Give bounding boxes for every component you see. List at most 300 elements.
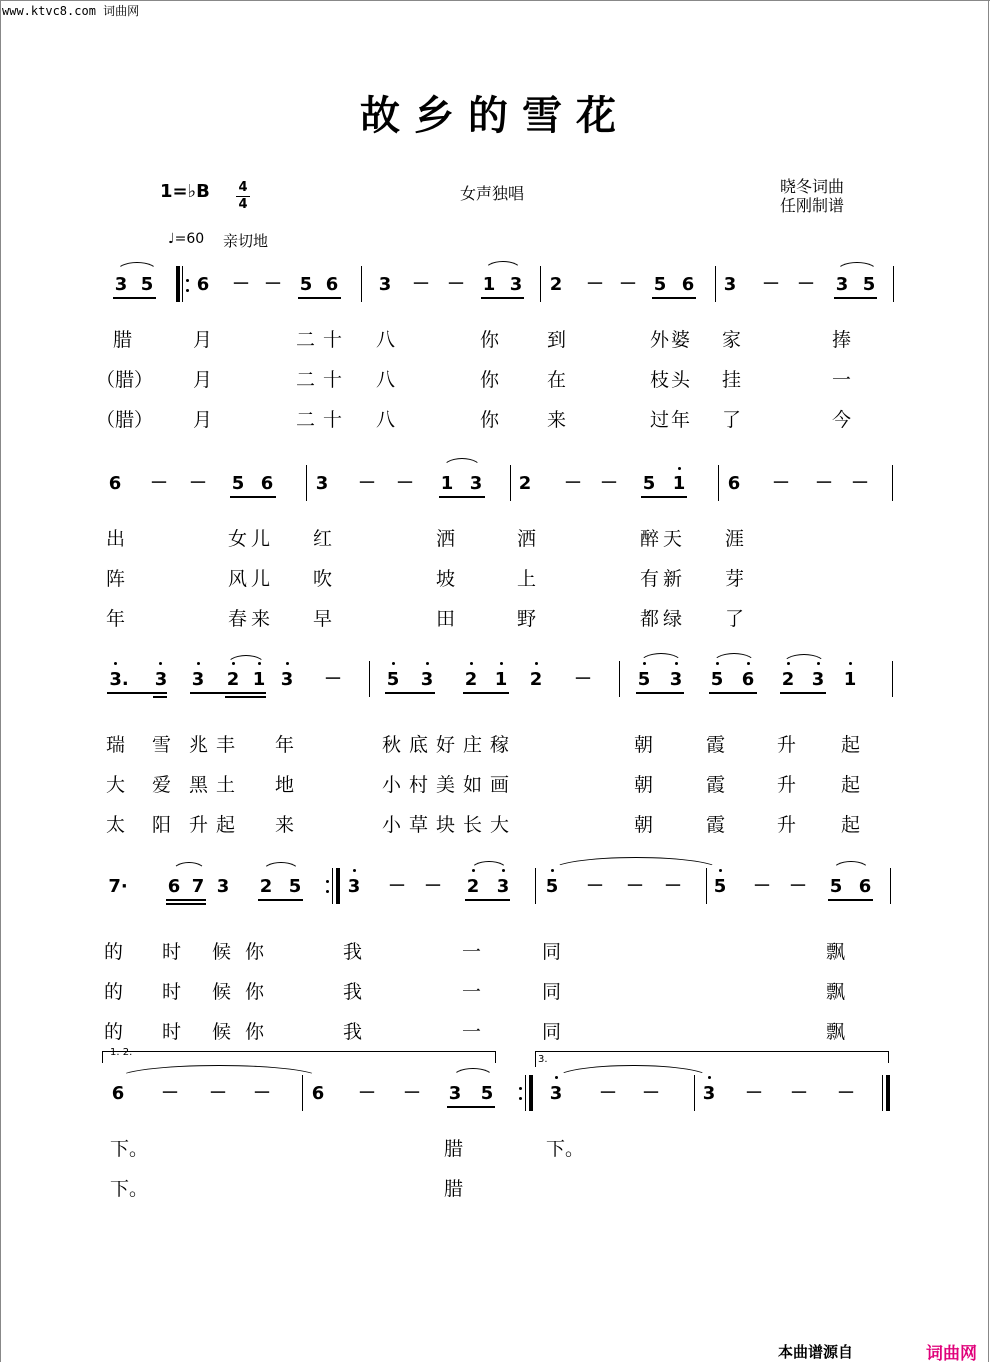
song-title: 故乡的雪花: [360, 92, 630, 139]
note: 5: [299, 274, 313, 295]
lyric: 朝: [634, 814, 654, 836]
lyric: 飘: [826, 1021, 846, 1043]
beam-line: [709, 692, 757, 694]
barline: [306, 465, 307, 501]
slur: [262, 862, 300, 872]
note: 3: [509, 274, 523, 295]
beam-line: [439, 496, 485, 498]
lyric: 枝头: [650, 369, 693, 391]
barline: [619, 661, 620, 697]
dash: －: [642, 1083, 660, 1104]
lyric: 太: [106, 814, 126, 836]
note: 1: [494, 669, 508, 690]
octave-dot: [708, 1076, 711, 1079]
octave-dot: [258, 662, 261, 665]
expression-mark: 亲切地: [223, 232, 269, 250]
lyric: 红: [313, 528, 333, 550]
lyric: 小村美如画: [382, 774, 518, 796]
repeat-dot: [519, 1087, 522, 1090]
barline: [893, 266, 894, 302]
note: 5: [637, 669, 651, 690]
octave-dot: [470, 662, 473, 665]
lyric: 有新: [640, 568, 687, 590]
lyric: 风儿: [228, 568, 275, 590]
octave-dot: [232, 662, 235, 665]
lyric: 候你: [212, 1021, 279, 1043]
lyric: 涯: [725, 528, 745, 550]
note: 3: [448, 1083, 462, 1104]
lyric: 阵: [106, 568, 126, 590]
octave-dot: [500, 662, 503, 665]
note: 2: [529, 669, 543, 690]
lyric: 过年: [650, 409, 693, 431]
octave-dot: [849, 662, 852, 665]
note: 1: [252, 669, 266, 690]
lyric: 女儿: [228, 528, 275, 550]
note: 5: [231, 473, 245, 494]
lyric: 升起: [189, 814, 244, 836]
barline: [892, 661, 893, 697]
beam-line: [641, 496, 687, 498]
note: 5: [862, 274, 876, 295]
lyric: 捧: [832, 329, 852, 351]
lyric: 雪: [152, 734, 172, 756]
beam-line: [153, 696, 167, 698]
dash: －: [851, 473, 869, 494]
note: 3: [702, 1083, 716, 1104]
dash: －: [447, 274, 465, 295]
lyric: 年: [275, 734, 295, 756]
barline: [890, 868, 891, 904]
repeat-dot: [326, 880, 329, 883]
tie: [118, 1065, 320, 1078]
lyric: 时: [162, 981, 182, 1003]
footer-source-label: 本曲谱源自: [778, 1343, 854, 1361]
octave-dot: [555, 1076, 558, 1079]
octave-dot: [787, 662, 790, 665]
barline: [718, 465, 719, 501]
dash: －: [161, 1083, 179, 1104]
lyric: 洒: [436, 528, 456, 550]
volta-bracket-start: [535, 1051, 536, 1067]
lyric: 野: [517, 608, 537, 630]
barline: [361, 266, 362, 302]
beam-line: [780, 692, 826, 694]
lyric: 一: [832, 369, 852, 391]
lyric: 起: [841, 734, 861, 756]
note: 2: [464, 669, 478, 690]
dash: －: [762, 274, 780, 295]
note: 3: [549, 1083, 563, 1104]
octave-dot: [675, 662, 678, 665]
octave-dot: [114, 662, 117, 665]
slur: [484, 261, 522, 271]
octave-dot: [678, 467, 681, 470]
beam-line: [465, 899, 510, 901]
note: 1: [672, 473, 686, 494]
beam-line: [385, 692, 435, 694]
beam-line: [481, 297, 524, 299]
tie: [556, 1065, 710, 1078]
note: 5: [288, 876, 302, 897]
barline: [694, 1075, 695, 1111]
lyric: 升: [777, 814, 797, 836]
note: 2: [226, 669, 240, 690]
octave-dot: [197, 662, 200, 665]
octave-dot: [535, 662, 538, 665]
site-watermark[interactable]: www.ktvc8.com 词曲网: [2, 4, 140, 18]
note: 3: [811, 669, 825, 690]
note: 6: [167, 876, 181, 897]
note: 5: [710, 669, 724, 690]
beam-line: [828, 899, 873, 901]
lyric: 下。: [110, 1138, 149, 1160]
lyric: 起: [841, 814, 861, 836]
dash: －: [600, 473, 618, 494]
lyric: 月: [193, 329, 213, 351]
lyric: 朝: [634, 774, 654, 796]
lyric: 醉天: [640, 528, 687, 550]
lyric: 挂: [722, 369, 742, 391]
note: 5: [653, 274, 667, 295]
page-border-right: [988, 0, 989, 1362]
dash: －: [412, 274, 430, 295]
lyric: 小草块长大: [382, 814, 518, 836]
note: 3: [496, 876, 510, 897]
octave-dot: [747, 662, 750, 665]
lyric: 二十: [296, 409, 351, 431]
lyric: 家: [722, 329, 742, 351]
beam-line: [113, 297, 156, 299]
dash: －: [388, 876, 406, 897]
dash: －: [772, 473, 790, 494]
note: 6: [325, 274, 339, 295]
repeat-end-thin: [332, 868, 333, 904]
octave-dot: [643, 662, 646, 665]
lyric: 的: [104, 981, 124, 1003]
arranger-credit: 任刚制谱: [780, 196, 845, 215]
lyric: 芽: [725, 568, 745, 590]
note: 5: [386, 669, 400, 690]
lyric: 田: [436, 608, 456, 630]
note: 5: [140, 274, 154, 295]
lyric: 起: [841, 774, 861, 796]
lyric: 八: [376, 369, 396, 391]
lyric: 二十: [296, 329, 351, 351]
lyric: 下。: [546, 1138, 585, 1160]
slur: [832, 861, 870, 871]
beam-line: [652, 297, 696, 299]
note: 3: [669, 669, 683, 690]
lyric: （腊）: [96, 369, 154, 391]
lyric: 黑土: [189, 774, 244, 796]
lyric: 月: [193, 409, 213, 431]
volta-bracket-end: [495, 1051, 496, 1063]
barline: [706, 868, 707, 904]
note: 6: [108, 473, 122, 494]
page-border-top: [0, 0, 990, 1]
page-border-left: [0, 0, 1, 1362]
lyric: 飘: [826, 981, 846, 1003]
time-sig-top: 4: [238, 180, 248, 195]
note: 3: [835, 274, 849, 295]
dash: －: [150, 473, 168, 494]
barline: [535, 868, 536, 904]
note: 6: [196, 274, 210, 295]
note: 6: [858, 876, 872, 897]
beam-line: [166, 903, 206, 905]
octave-dot: [159, 662, 162, 665]
dash: －: [396, 473, 414, 494]
dash: －: [837, 1083, 855, 1104]
lyric: 年: [106, 608, 126, 630]
dash: －: [619, 274, 637, 295]
lyric: 霞: [706, 734, 726, 756]
lyric: 你: [480, 369, 500, 391]
repeat-end-thick: [529, 1075, 533, 1111]
note: 5: [829, 876, 843, 897]
tempo-mark: ♩=60: [168, 231, 205, 247]
note: 3.: [109, 669, 129, 690]
note: 3: [280, 669, 294, 690]
beam-line: [636, 692, 684, 694]
barline: [302, 1075, 303, 1111]
lyric: 都绿: [640, 608, 687, 630]
note: 1: [440, 473, 454, 494]
lyric: 了: [725, 608, 745, 630]
volta-bracket-start: [102, 1051, 103, 1063]
lyric: 兆丰: [189, 734, 244, 756]
repeat-end-thick: [336, 868, 340, 904]
lyric: 的: [104, 1021, 124, 1043]
beam-line: [834, 297, 877, 299]
volta-label-3: 3.: [538, 1054, 548, 1065]
lyric: 今: [832, 409, 852, 431]
note: 2: [518, 473, 532, 494]
note: 3: [154, 669, 168, 690]
lyric: 大: [106, 774, 126, 796]
footer-site-logo[interactable]: 词曲网: [926, 1344, 977, 1364]
final-barline-thick: [886, 1075, 890, 1111]
volta-label-1-2: 1. 2.: [110, 1047, 133, 1058]
lyric: 腊: [444, 1178, 464, 1200]
slur: [442, 458, 482, 469]
note: 1: [482, 274, 496, 295]
lyric: 霞: [706, 814, 726, 836]
lyric: 候你: [212, 981, 279, 1003]
slur: [452, 1068, 494, 1078]
lyric: 早: [313, 608, 333, 630]
note: 3: [216, 876, 230, 897]
note: 3: [114, 274, 128, 295]
lyric: 升: [777, 734, 797, 756]
octave-dot: [719, 869, 722, 872]
lyric: 了: [722, 409, 742, 431]
volta-bracket-end: [888, 1051, 889, 1063]
lyric: 上: [517, 568, 537, 590]
repeat-start-thick: [176, 266, 180, 302]
note: 2: [781, 669, 795, 690]
note: 6: [311, 1083, 325, 1104]
dash: －: [599, 1083, 617, 1104]
repeat-dot: [326, 890, 329, 893]
barline: [892, 465, 893, 501]
barline: [715, 266, 716, 302]
lyric: 同: [542, 941, 562, 963]
dash: －: [626, 876, 644, 897]
lyric: 阳: [152, 814, 172, 836]
lyric: 到: [547, 329, 567, 351]
lyric: 的: [104, 941, 124, 963]
beam-line: [225, 696, 266, 698]
lyric: 你: [480, 329, 500, 351]
repeat-dot: [186, 289, 189, 292]
beam-line: [230, 496, 276, 498]
lyric: 我: [343, 981, 363, 1003]
dash: －: [574, 669, 592, 690]
dash: －: [586, 876, 604, 897]
dash: －: [789, 876, 807, 897]
slur: [172, 862, 206, 872]
lyric: 霞: [706, 774, 726, 796]
time-sig-bottom: 4: [238, 197, 248, 212]
lyric: 外婆: [650, 329, 693, 351]
dash: －: [745, 1083, 763, 1104]
dash: －: [564, 473, 582, 494]
dash: －: [664, 876, 682, 897]
dash: －: [253, 1083, 271, 1104]
octave-dot: [472, 869, 475, 872]
note: 6: [681, 274, 695, 295]
dash: －: [815, 473, 833, 494]
note: 3: [347, 876, 361, 897]
note: 1: [843, 669, 857, 690]
dash: －: [403, 1083, 421, 1104]
key-signature: 1=♭B: [160, 181, 210, 202]
lyric: 秋底好庄稼: [382, 734, 518, 756]
lyric: 春来: [228, 608, 275, 630]
note: 6: [727, 473, 741, 494]
lyric: 八: [376, 329, 396, 351]
note: 3: [191, 669, 205, 690]
dash: －: [424, 876, 442, 897]
dash: －: [753, 876, 771, 897]
lyric: 吹: [313, 568, 333, 590]
octave-dot: [353, 869, 356, 872]
barline: [540, 266, 541, 302]
lyric: 一: [462, 981, 482, 1003]
dash: －: [324, 669, 342, 690]
note: 2: [259, 876, 273, 897]
note: 3: [723, 274, 737, 295]
final-barline-thin: [882, 1075, 883, 1111]
beam-line: [107, 692, 167, 694]
note: 5: [545, 876, 559, 897]
octave-dot: [817, 662, 820, 665]
lyric: 洒: [517, 528, 537, 550]
note: 3: [469, 473, 483, 494]
lyric: 一: [462, 1021, 482, 1043]
note: 5: [713, 876, 727, 897]
lyric: 候你: [212, 941, 279, 963]
dash: －: [797, 274, 815, 295]
tie: [552, 857, 720, 870]
repeat-dot: [519, 1097, 522, 1100]
volta-bracket-3: [535, 1051, 888, 1052]
note: 3: [420, 669, 434, 690]
octave-dot: [551, 869, 554, 872]
lyric: 爱: [152, 774, 172, 796]
beam-line: [258, 899, 303, 901]
lyric: 地: [275, 774, 295, 796]
note: 7·: [108, 876, 128, 897]
lyric: 来: [547, 409, 567, 431]
note: 6: [741, 669, 755, 690]
lyric: 腊: [113, 329, 133, 351]
lyric: 腊: [444, 1138, 464, 1160]
barline: [510, 465, 511, 501]
note: 3: [378, 274, 392, 295]
beam-line: [298, 297, 341, 299]
note: 3: [315, 473, 329, 494]
note: 7: [191, 876, 205, 897]
lyric: 一: [462, 941, 482, 963]
octave-dot: [392, 662, 395, 665]
lyric: 坡: [436, 568, 456, 590]
lyric: 下。: [110, 1178, 149, 1200]
lyric: 瑞: [106, 734, 126, 756]
slur: [836, 262, 878, 272]
lyric: 来: [275, 814, 295, 836]
lyric: 在: [547, 369, 567, 391]
dash: －: [209, 1083, 227, 1104]
beam-line: [190, 692, 266, 694]
dash: －: [790, 1083, 808, 1104]
dash: －: [586, 274, 604, 295]
barline: [369, 661, 370, 697]
lyric: 你: [480, 409, 500, 431]
octave-dot: [286, 662, 289, 665]
slur: [116, 262, 158, 272]
lyric: 我: [343, 1021, 363, 1043]
note: 5: [480, 1083, 494, 1104]
lyric: 月: [193, 369, 213, 391]
dash: －: [232, 274, 250, 295]
lyric: 同: [542, 1021, 562, 1043]
lyric: 八: [376, 409, 396, 431]
lyric: （腊）: [96, 409, 154, 431]
lyric: 时: [162, 1021, 182, 1043]
lyric: 出: [106, 528, 126, 550]
volta-bracket-1: [102, 1051, 495, 1052]
lyric: 二十: [296, 369, 351, 391]
repeat-dot: [186, 279, 189, 282]
lyric: 飘: [826, 941, 846, 963]
composer-credit: 晓冬词曲: [780, 177, 845, 196]
lyric: 升: [777, 774, 797, 796]
lyric: 时: [162, 941, 182, 963]
octave-dot: [502, 869, 505, 872]
note: 6: [111, 1083, 125, 1104]
note: 6: [260, 473, 274, 494]
beam-line: [463, 692, 509, 694]
performance-note: 女声独唱: [460, 184, 525, 203]
note: 2: [466, 876, 480, 897]
dash: －: [358, 473, 376, 494]
octave-dot: [426, 662, 429, 665]
octave-dot: [716, 662, 719, 665]
lyric: 朝: [634, 734, 654, 756]
